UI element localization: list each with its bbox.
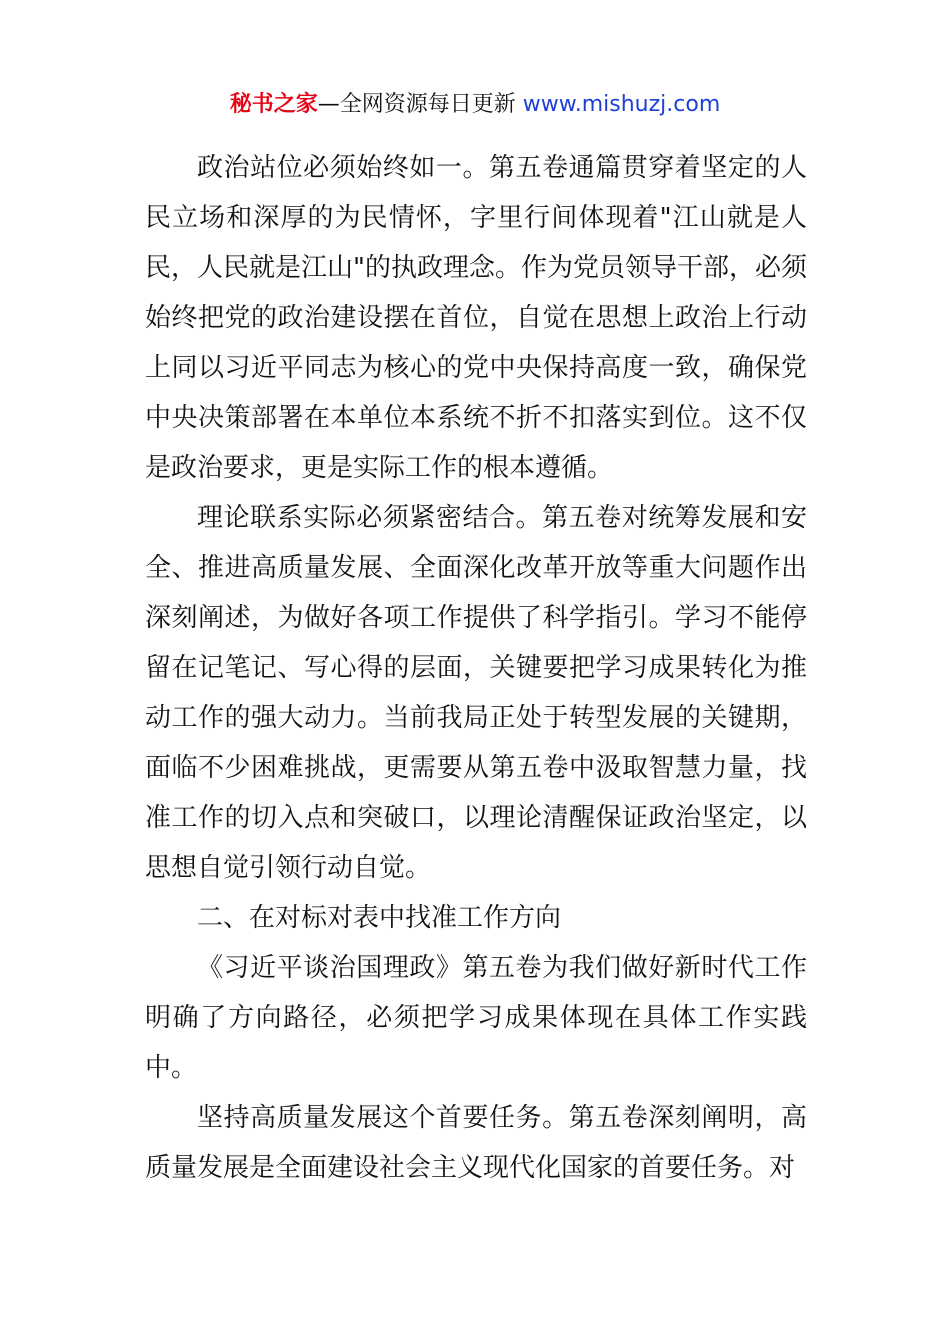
document-body — [145, 143, 807, 1193]
paragraph-volume-five-direction: 《习近平谈治国理政》第五卷为我们做好新时代工作明确了方向路径，必须把学习成果体现在具体工作实践中。 — [145, 953, 807, 1083]
paragraph-political-stance: 政治站位必须始终如一。第五卷通篇贯穿着坚定的人民立场和深厚的为民情怀，字里行间体现着"江山就是人民，人民就是江山"的执政理念。作为党员领导干部，必须始终把党的政治建设摆在首位，自觉在思想上政治上行动上同以习近平同志为核心的党中央保持高度一致，确保党中央决策部署在本单位本系统不折不扣落实到位。这不仅是政治要求，更是实际工作的根本遵循。 — [145, 153, 807, 483]
page-header — [0, 89, 950, 121]
header-tagline: —全网资源每日更新 — [317, 92, 523, 117]
header-brand: 秘书之家 — [229, 92, 318, 117]
paragraph-theory-practice: 理论联系实际必须紧密结合。第五卷对统筹发展和安全、推进高质量发展、全面深化改革开放等重大问题作出深刻阐述，为做好各项工作提供了科学指引。学习不能停留在记笔记、写心得的层面，关键要把学习成果转化为推动工作的强大动力。当前我局正处于转型发展的关键期，面临不少困难挑战，更需要从第五卷中汲取智慧力量，找准工作的切入点和突破口，以理论清醒保证政治坚定，以思想自觉引领行动自觉。 — [145, 503, 807, 883]
section-heading-work-direction: 二、在对标对表中找准工作方向 — [197, 903, 562, 933]
paragraph-high-quality-development: 坚持高质量发展这个首要任务。第五卷深刻阐明，高质量发展是全面建设社会主义现代化国家的首要任务。对 — [145, 1103, 807, 1183]
header-url-link[interactable]: www.mishuzj.com — [522, 92, 721, 117]
